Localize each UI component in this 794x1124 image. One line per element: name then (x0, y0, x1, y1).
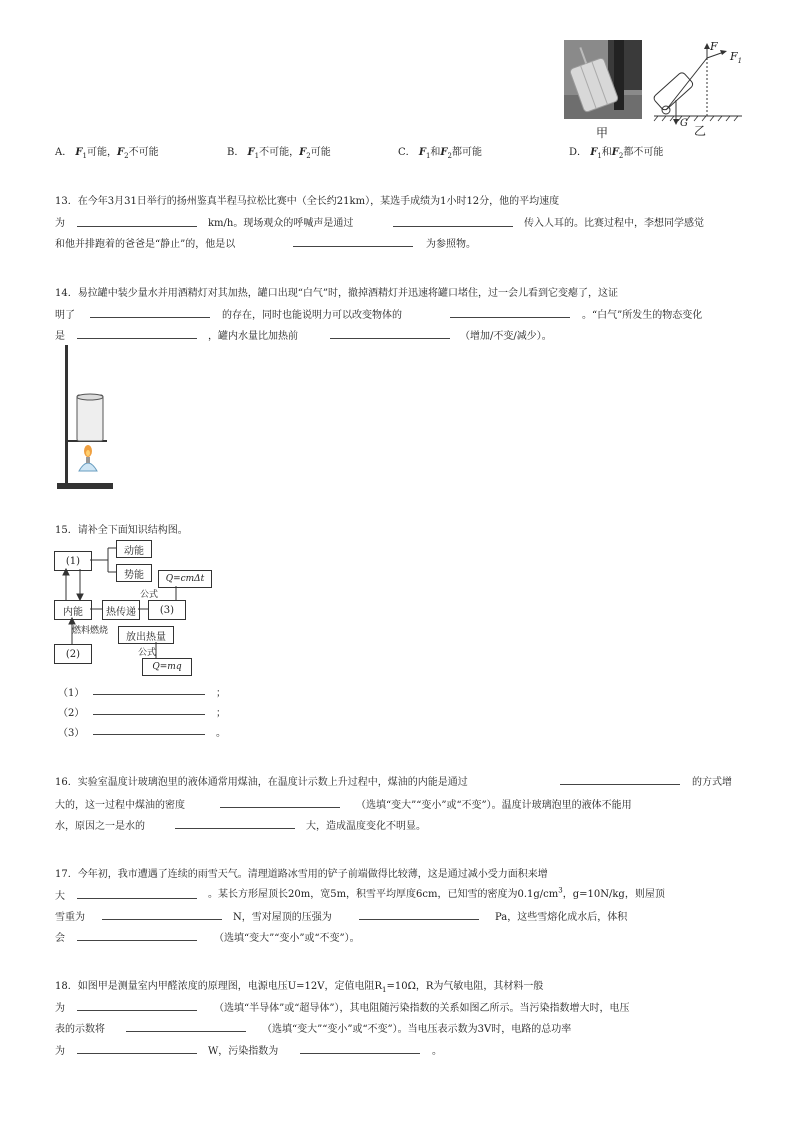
q15-blank2[interactable] (93, 714, 205, 715)
q15-ans3-label: （3） (58, 728, 85, 739)
box-1: (1) (54, 551, 92, 571)
q17-line4a: 会 (55, 933, 65, 944)
label-ranliao: 燃料燃烧 (72, 626, 109, 636)
q13-line2c: 传入人耳的。比赛过程中，李想同学感觉 (524, 218, 704, 229)
q13-line1: 13．在今年3月31日举行的扬州鉴真半程马拉松比赛中（全长约21km），某选手成绩为1小时12分，他的平均速度 (55, 196, 560, 207)
q17-blank2[interactable] (102, 919, 222, 920)
q15-blank3[interactable] (93, 734, 205, 735)
q14-blank1[interactable] (90, 317, 210, 318)
heating-apparatus (55, 343, 115, 491)
q17-line2a: 大 (55, 891, 65, 902)
q13-line3b: 为参照物。 (426, 239, 476, 250)
q14-line2c: 。“白气”所发生的物态变化 (582, 310, 703, 321)
q13-line3a: 和他并排跑着的爸爸是“静止”的，他是以 (55, 239, 236, 250)
q18-blank4[interactable] (300, 1053, 420, 1054)
q18-line4a: 为 (55, 1046, 65, 1057)
box-shineng: 势能 (116, 564, 152, 582)
q15-ans2-label: （2） (58, 708, 85, 719)
label-jia: 甲 (596, 126, 609, 140)
q13-blank3[interactable] (293, 246, 413, 247)
q14-line3b: ，罐内水量比加热前 (208, 331, 298, 342)
q18-blank1[interactable] (77, 1010, 197, 1011)
label-gongshi1: 公式 (140, 590, 159, 600)
knowledge-diagram (52, 538, 222, 678)
box-dongneng: 动能 (116, 540, 152, 558)
q13-line2a: 为 (55, 218, 65, 229)
q18-blank2[interactable] (126, 1031, 246, 1032)
q16-line1a: 16．实验室温度计玻璃泡里的液体通常用煤油，在温度计示数上升过程中，煤油的内能是通过 (55, 777, 468, 788)
q17-blank3[interactable] (359, 919, 479, 920)
label-gongshi2: 公式 (138, 648, 157, 658)
option-c[interactable]: C． $F_1$和$F_2$都可能 (398, 147, 482, 160)
label-F: F (710, 40, 718, 53)
option-b[interactable]: B． $F_1$不可能，$F_2$可能 (227, 147, 331, 160)
q17-line2b: 。某长方形屋顶长20m，宽5m，积雪平均厚度6cm，已知雪的密度为$0.1g/cm^3$，g=10N/kg，则屋顶 (208, 886, 665, 900)
q17-line3b: N，雪对屋顶的压强为 (233, 912, 332, 923)
q17-line1: 17．今年初，我市遭遇了连续的雨雪天气。清理道路冰雪用的铲子前端做得比较薄，这是通过减小受力面积来增 (55, 869, 548, 880)
q18-line2a: 为 (55, 1003, 65, 1014)
box-fangchu: 放出热量 (118, 626, 174, 644)
box-formula1: Q=cmΔt (158, 570, 212, 588)
box-3: (3) (148, 600, 186, 620)
q18-line4b: W，污染指数为 (208, 1046, 279, 1057)
q14-blank2[interactable] (450, 317, 570, 318)
box-rechuandi: 热传递 (102, 600, 140, 620)
q18-blank3[interactable] (77, 1053, 197, 1054)
label-G: G (680, 118, 688, 129)
q15-end3: 。 (216, 728, 226, 739)
q17-line3c: Pa，这些雪熔化成水后，体积 (495, 912, 628, 923)
q16-line2b: （选填“变大”“变小”或“不变”）。温度计玻璃泡里的液体不能用 (356, 800, 632, 811)
label-F1: $F_1$ (730, 50, 743, 66)
box-2: (2) (54, 644, 92, 664)
box-formula2: Q=mq (142, 658, 192, 676)
q18-line1: 18．如图甲是测量室内甲醛浓度的原理图，电源电压U=12V，定值电阻$R_1=10\Omega$，R为气敏电阻，其材料一般 (55, 981, 544, 994)
q14-blank3[interactable] (77, 338, 197, 339)
q16-line2a: 大的，这一过程中煤油的密度 (55, 800, 185, 811)
suitcase-photo (564, 40, 642, 119)
box-neineng: 内能 (54, 600, 92, 620)
q16-blank1[interactable] (560, 784, 680, 785)
q18-line2b: （选填“半导体”或“超导体”），其电阻随污染指数的关系如图乙所示。当污染指数增大时，电压 (214, 1003, 630, 1014)
q15-ans1-label: （1） (58, 688, 85, 699)
q14-line3c: （增加/不变/减少）。 (460, 331, 552, 342)
q15-blank1[interactable] (93, 694, 205, 695)
q15-end2: ； (216, 708, 226, 719)
option-d[interactable]: D． $F_1$和$F_2$都不可能 (569, 147, 664, 160)
q14-blank4[interactable] (330, 338, 450, 339)
q18-line3a: 表的示数将 (55, 1024, 105, 1035)
option-a[interactable]: A． $F_1$可能，$F_2$不可能 (55, 147, 159, 160)
q16-line3b: 大，造成温度变化不明显。 (306, 821, 426, 832)
q13-blank1[interactable] (77, 226, 197, 227)
q13-line2b: km/h。现场观众的呼喊声是通过 (208, 218, 354, 229)
q14-line1: 14．易拉罐中装少量水并用酒精灯对其加热，罐口出现“白气”时，撤掉酒精灯并迅速将罐口堵住，过一会儿看到它变瘪了，这证 (55, 288, 618, 299)
q17-blank1[interactable] (77, 898, 197, 899)
q15-title: 15．请补全下面知识结构图。 (55, 525, 188, 536)
q17-line4b: （选填“变大”“变小”或“不变”）。 (214, 933, 360, 944)
q14-line3a: 是 (55, 331, 65, 342)
q16-blank2[interactable] (220, 807, 340, 808)
q18-line4c: 。 (432, 1046, 442, 1057)
q14-line2a: 明了 (55, 310, 75, 321)
q14-line2b: 的存在，同时也能说明力可以改变物体的 (222, 310, 402, 321)
q16-blank3[interactable] (175, 828, 295, 829)
label-yi: 乙 (694, 124, 707, 138)
q16-line1b: 的方式增 (692, 777, 732, 788)
q16-line3a: 水，原因之一是水的 (55, 821, 145, 832)
q17-line3a: 雪重为 (55, 912, 85, 923)
q15-end1: ； (216, 688, 226, 699)
q13-blank2[interactable] (393, 226, 513, 227)
q17-blank4[interactable] (77, 940, 197, 941)
q18-line3b: （选填“变大”“变小”或“不变”）。当电压表示数为3V时，电路的总功率 (262, 1024, 572, 1035)
